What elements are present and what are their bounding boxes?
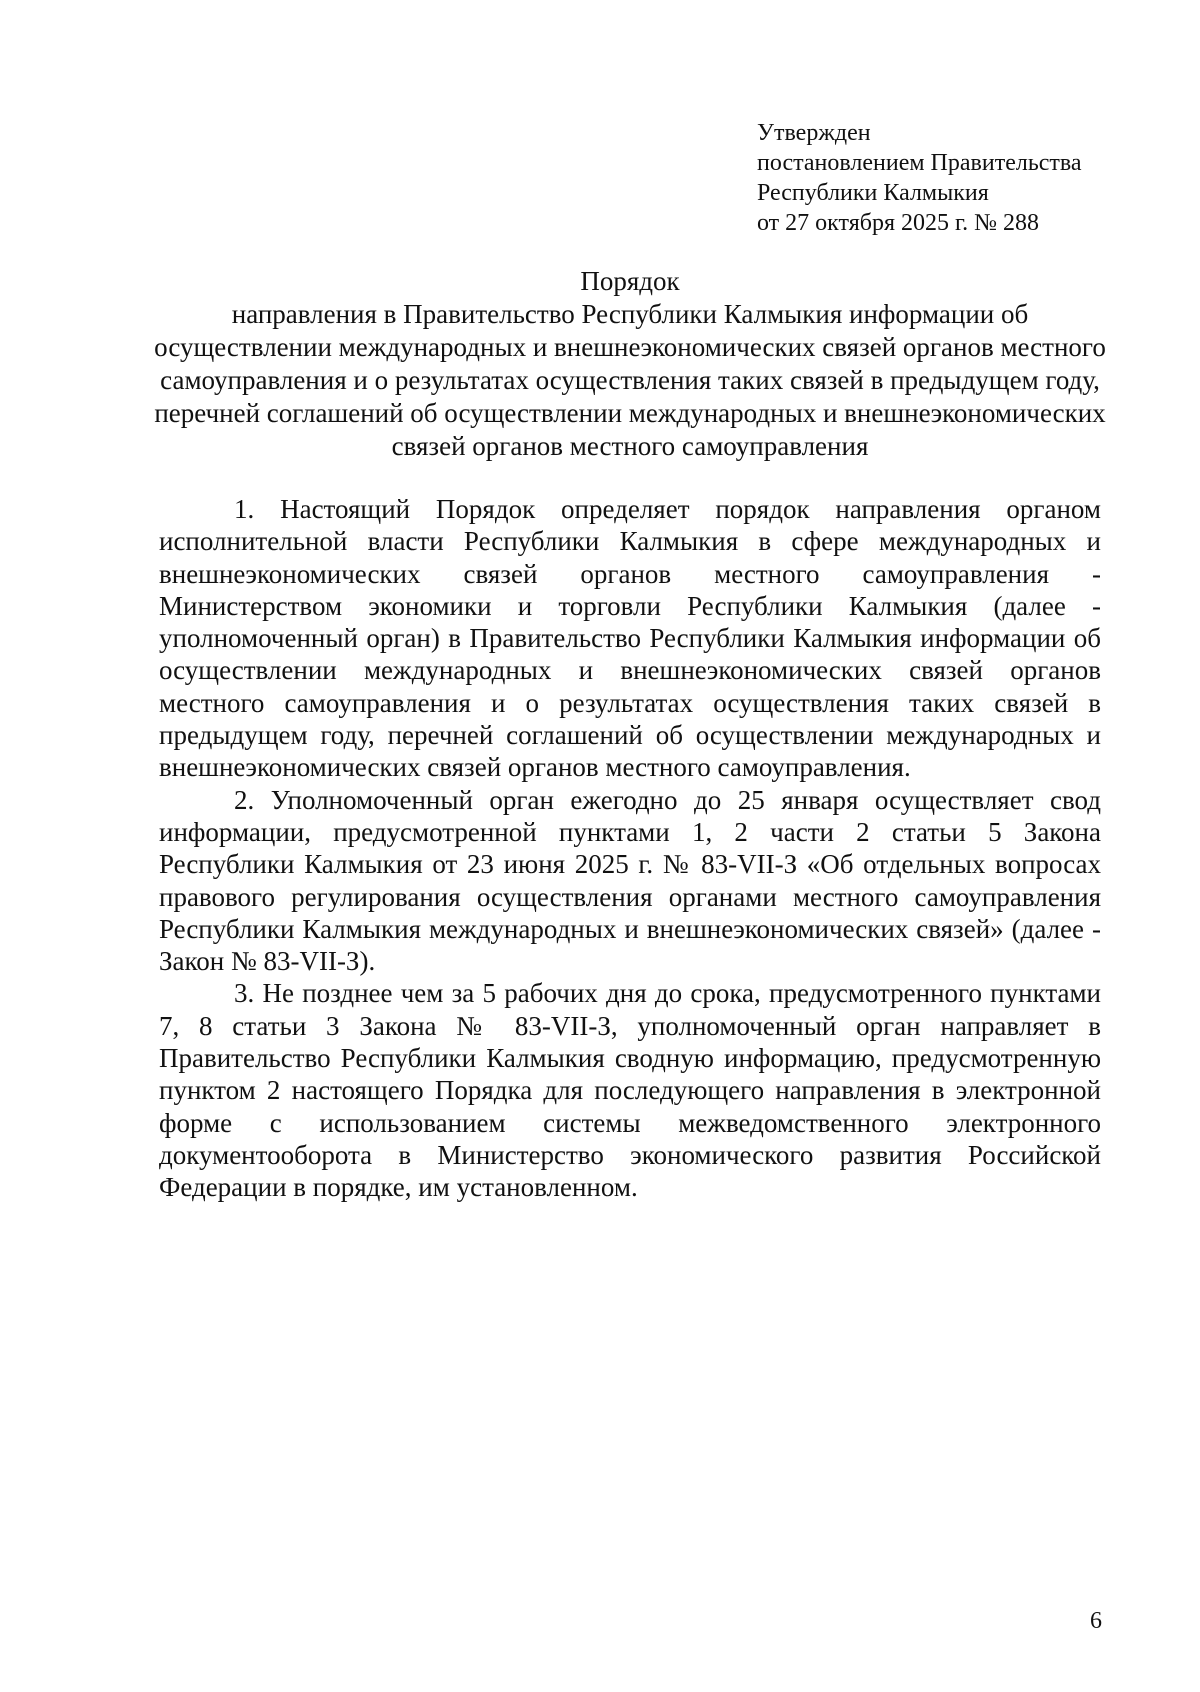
title-heading: Порядок xyxy=(580,266,680,296)
paragraph-3: 3. Не позднее чем за 5 рабочих дня до срока, предусмотренного пунктами 7, 8 статьи 3 Закона № 83-VII-З, уполномоченный орган направляет в Правительство Республики Калмыкия сводную информацию, предусмотренную пунктом 2 настоящего Порядка для последующего направления в электронной форме с использованием системы межведомственного электронного документооборота в Министерство экономического развития Российской Федерации в порядке, им установленном. xyxy=(159,978,1101,1203)
page-number: 6 xyxy=(1090,1608,1102,1634)
approval-line-approved: Утвержден xyxy=(757,120,871,146)
document-title xyxy=(150,265,1110,463)
approval-stamp xyxy=(757,118,1117,238)
paragraph-2: 2. Уполномоченный орган ежегодно до 25 января осуществляет свод информации, предусмотренной пунктами 1, 2 части 2 статьи 5 Закона Республики Калмыкия от 23 июня 2025 г. № 83-VII-З «Об отдельных вопросах правового регулирования осуществления органами местного самоуправления Республики Калмыкия международных и внешнеэкономических связей» (далее - Закон № 83-VII-З). xyxy=(159,784,1101,977)
approval-line-republic: Республики Калмыкия xyxy=(757,180,989,206)
document-body xyxy=(159,493,1101,1204)
title-subtitle: направления в Правительство Республики Калмыкия информации об осуществлении международных и внешнеэкономических связей органов местного самоуправления и о результатах осуществления таких связей в предыдущем году, перечней соглашений об осуществлении международных и внешнеэкономических связей органов местного самоуправления xyxy=(154,299,1106,461)
approval-line-date-number: от 27 октября 2025 г. № 288 xyxy=(757,210,1040,236)
paragraph-1: 1. Настоящий Порядок определяет порядок направления органом исполнительной власти Республики Калмыкия в сфере международных и внешнеэкономических связей органов местного самоуправления - Министерством экономики и торговли Республики Калмыкия (далее - уполномоченный орган) в Правительство Республики Калмыкия информации об осуществлении международных и внешнеэкономических связей органов местного самоуправления и о результатах осуществления таких связей в предыдущем году, перечней соглашений об осуществлении международных и внешнеэкономических связей органов местного самоуправления. xyxy=(159,494,1101,783)
approval-line-resolution: постановлением Правительства xyxy=(757,150,1082,176)
